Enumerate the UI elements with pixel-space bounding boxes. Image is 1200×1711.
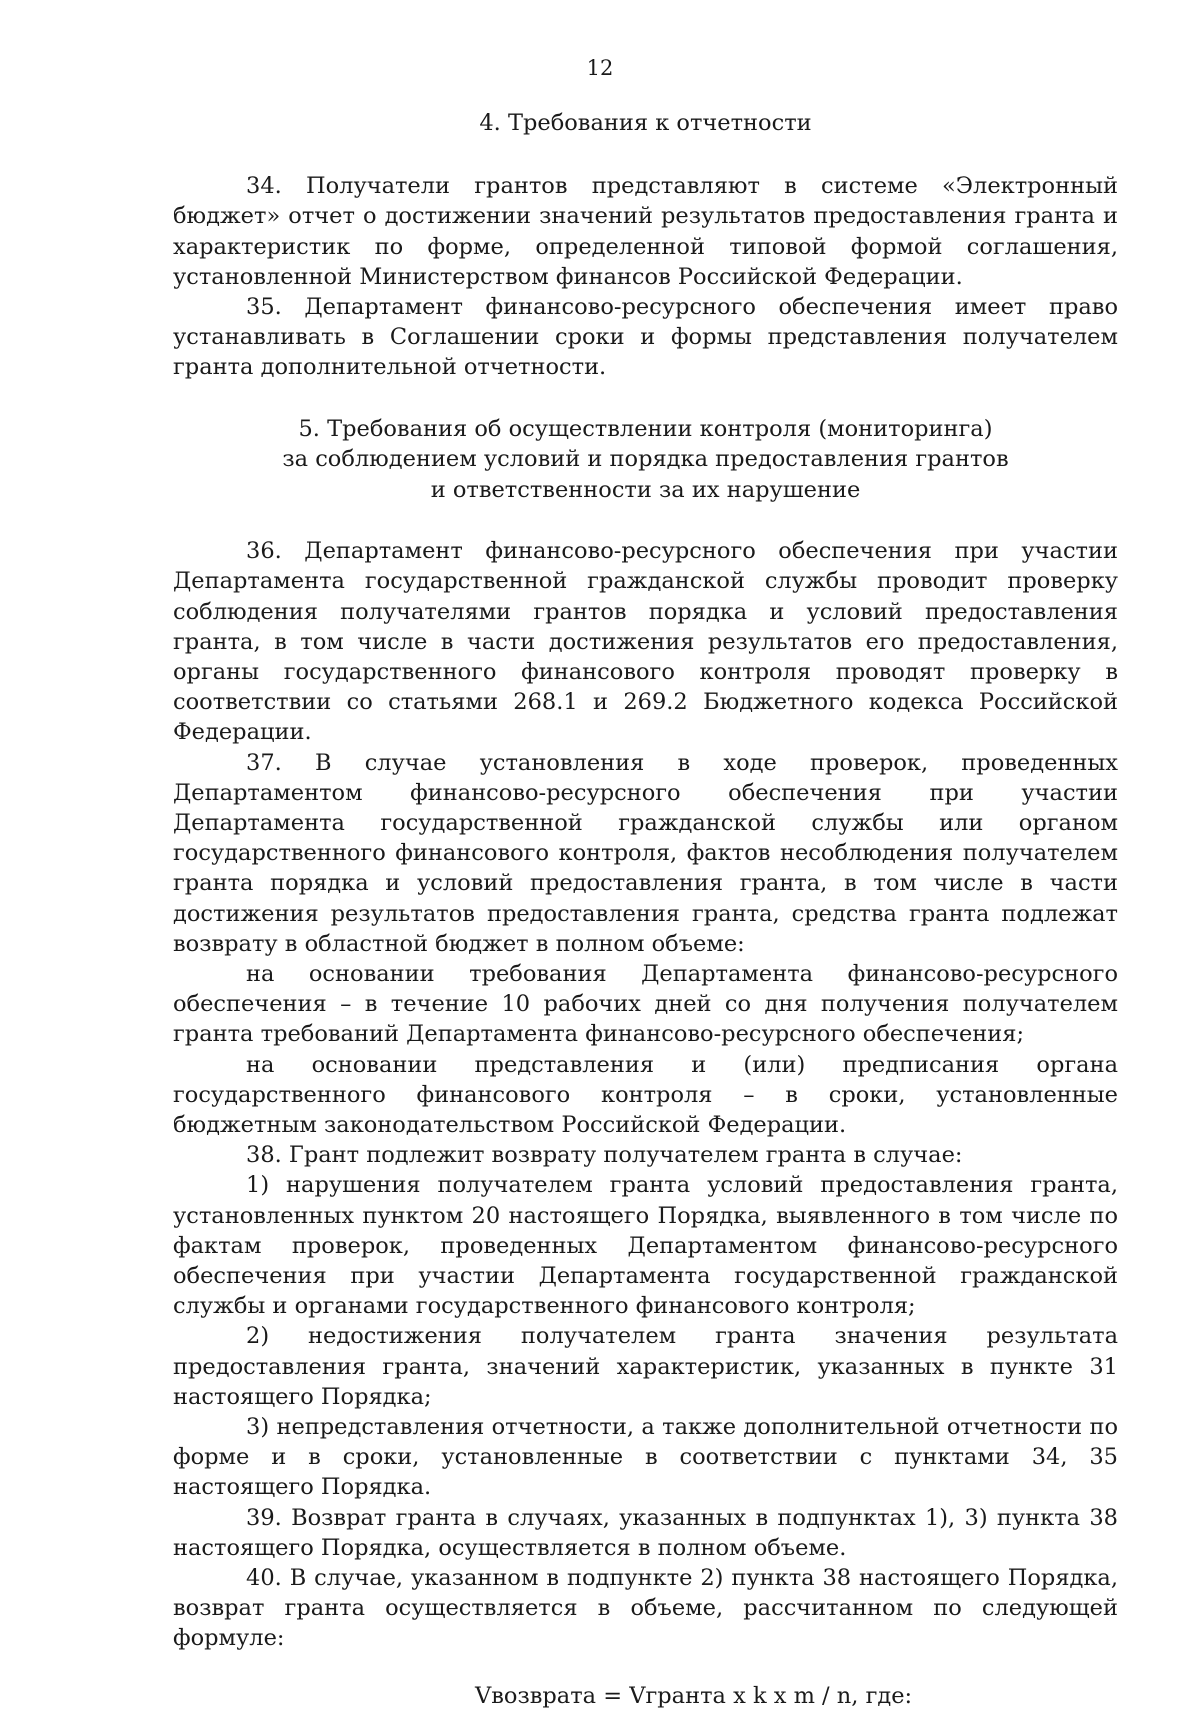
refund-formula: Vвозврата = Vгранта x k x m / n, где:	[475, 1682, 913, 1709]
paragraph-34: 34. Получатели грантов представляют в системе «Электронный бюджет» отчет о достижении значений результатов предоставления гранта и характеристик по форме, определенной типовой формой соглашения, установленной Министерством финансов Российской Федерации.	[173, 173, 1118, 290]
section-5-heading-line: за соблюдением условий и порядка предоставления грантов	[282, 446, 1009, 473]
section-5-heading-line: и ответственности за их нарушение	[430, 476, 861, 503]
paragraph-37-item-prescription: на основании представления и (или) предписания органа государственного финансового контроля – в сроки, установленные бюджетным законодательством Российской Федерации.	[173, 1051, 1118, 1138]
paragraph-37: 37. В случае установления в ходе проверок, проведенных Департаментом финансово-ресурсного обеспечения при участии Департамента государственной гражданской службы или органом государственного финансового контроля, фактов несоблюдения получателем гранта порядка и условий предоставления гранта, в том числе в части достижения результатов предоставления гранта, средства гранта подлежат возврату в областной бюджет в полном объеме:	[173, 749, 1118, 957]
section-reporting-requirements	[173, 108, 1118, 383]
page-number: 12	[586, 56, 614, 80]
paragraph-38-subitem-3: 3) непредставления отчетности, а также дополнительной отчетности по форме и в сроки, установленные в соответствии с пунктами 34, 35 настоящего Порядка.	[173, 1414, 1118, 1501]
section-5-heading	[173, 414, 1118, 506]
paragraph-40: 40. В случае, указанном в подпункте 2) пункта 38 настоящего Порядка, возврат гранта осуществляется в объеме, рассчитанном по следующей формуле:	[173, 1565, 1118, 1652]
section-control-requirements	[173, 414, 1118, 1711]
section-4-heading: 4. Требования к отчетности	[479, 110, 812, 136]
paragraph-35: 35. Департамент финансово-ресурсного обеспечения имеет право устанавливать в Соглашении сроки и формы представления получателем гранта дополнительной отчетности.	[173, 294, 1118, 381]
paragraph-36: 36. Департамент финансово-ресурсного обеспечения при участии Департамента государственной гражданской службы проводит проверку соблюдения получателями грантов порядка и условий предоставления гранта, в том числе в части достижения результатов его предоставления, органы государственного финансового контроля проводят проверку в соответствии со статьями 268.1 и 269.2 Бюджетного кодекса Российской Федерации.	[173, 538, 1118, 746]
paragraph-38: 38. Грант подлежит возврату получателем гранта в случае:	[246, 1142, 963, 1169]
paragraph-38-subitem-1: 1) нарушения получателем гранта условий предоставления гранта, установленных пунктом 20 настоящего Порядка, выявленного в том числе по фактам проверок, проведенных Департаментом финансово-ресурсного обеспечения при участии Департамента государственной гражданской службы и органами государственного финансового контроля;	[173, 1172, 1118, 1320]
section-5-heading-line: 5. Требования об осуществлении контроля (мониторинга)	[298, 415, 993, 442]
paragraph-38-subitem-2: 2) недостижения получателем гранта значения результата предоставления гранта, значений характеристик, указанных в пункте 31 настоящего Порядка;	[173, 1323, 1118, 1410]
page-content	[173, 108, 1118, 1711]
paragraph-37-item-requirement: на основании требования Департамента финансово-ресурсного обеспечения – в течение 10 рабочих дней со дня получения получателем гранта требований Департамента финансово-ресурсного обеспечения;	[173, 960, 1118, 1048]
paragraph-39: 39. Возврат гранта в случаях, указанных в подпунктах 1), 3) пункта 38 настоящего Порядка, осуществляется в полном объеме.	[173, 1504, 1118, 1561]
